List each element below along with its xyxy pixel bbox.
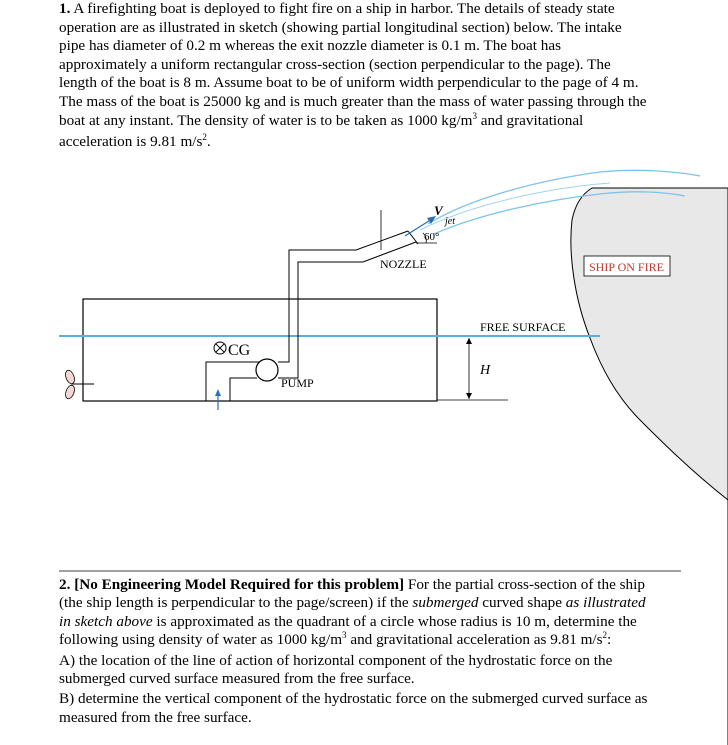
velocity-label: V: [434, 203, 443, 218]
problem-2-title: [No Engineering Model Required for this problem]: [74, 576, 405, 593]
problem-2-line-3: in sketch above is approximated as the quadrant of a circle whose radius is 10 m, determine the: [59, 612, 637, 630]
pump: [256, 359, 278, 381]
nozzle-label: NOZZLE: [380, 257, 427, 271]
pump-label: PUMP: [281, 376, 314, 390]
problem-1-line-7: boat at any instant. The density of water is to be taken as 1000 $kg/m^3$ and gravitational: [59, 110, 584, 129]
cg-label: CG: [228, 342, 251, 359]
boat-hull: [83, 299, 437, 401]
propeller-blade-top: [64, 369, 76, 385]
intake-pipe-right: [230, 378, 257, 401]
propeller-blade-bottom: [64, 384, 76, 400]
problem-2-line-4: following using density of water as 1000 $kg/m^3$ and gravitational acceleration as 9.81 $m/s^2$:: [59, 630, 612, 649]
part-b-line-1: B) determine the vertical component of the hydrostatic force on the submerged curved surface as: [59, 690, 648, 708]
problem-1-line-1: 1. A firefighting boat is deployed to fight fire on a ship in harbor. The details of steady state: [59, 0, 615, 17]
problem-2-text: [59, 576, 699, 727]
problem-1-line-2: operation are as illustrated in sketch (showing partial longitudinal section) below. The intake: [59, 18, 622, 36]
angle-label: 60°: [424, 231, 440, 243]
problem-1-number: 1.: [59, 0, 71, 17]
problem-2-line-1: 2. [No Engineering Model Required for this problem] For the partial cross-section of the ship: [59, 576, 645, 593]
problem-2-line-2: (the ship length is perpendicular to the page/screen) if the submerged curved shape as illustrated: [59, 594, 646, 612]
h-label: H: [480, 363, 491, 378]
free-surface-label: FREE SURFACE: [480, 320, 566, 334]
h-arrow-top: [466, 338, 472, 344]
problem-1-line-4: approximately a uniform rectangular cross-section (section perpendicular to the page). The: [59, 55, 611, 73]
problem-1-line-5: length of the boat is 8 m. Assume boat to be of uniform width perpendicular to the page of 4 m.: [59, 74, 639, 92]
problem-1-line-3: pipe has diameter of 0.2 m whereas the exit nozzle diameter is 0.1 m. The boat has: [59, 37, 562, 55]
problem-1-line-6: The mass of the boat is 25000 kg and is much greater than the mass of water passing through the: [59, 92, 647, 110]
part-b-line-2: measured from the free surface.: [59, 708, 252, 726]
jet-label: jet: [445, 216, 455, 227]
intake-arrowhead: [215, 389, 221, 396]
problem-1-line-8: acceleration is 9.81 $m/s^2$.: [59, 132, 211, 151]
ship-label: SHIP ON FIRE: [589, 260, 664, 274]
h-arrow-bottom: [466, 393, 472, 399]
part-a-line-2: submerged curved surface measured from the free surface.: [59, 670, 415, 688]
part-a-line-1: A) the location of the line of action of horizontal component of the hydrostatic force on the: [59, 651, 613, 669]
